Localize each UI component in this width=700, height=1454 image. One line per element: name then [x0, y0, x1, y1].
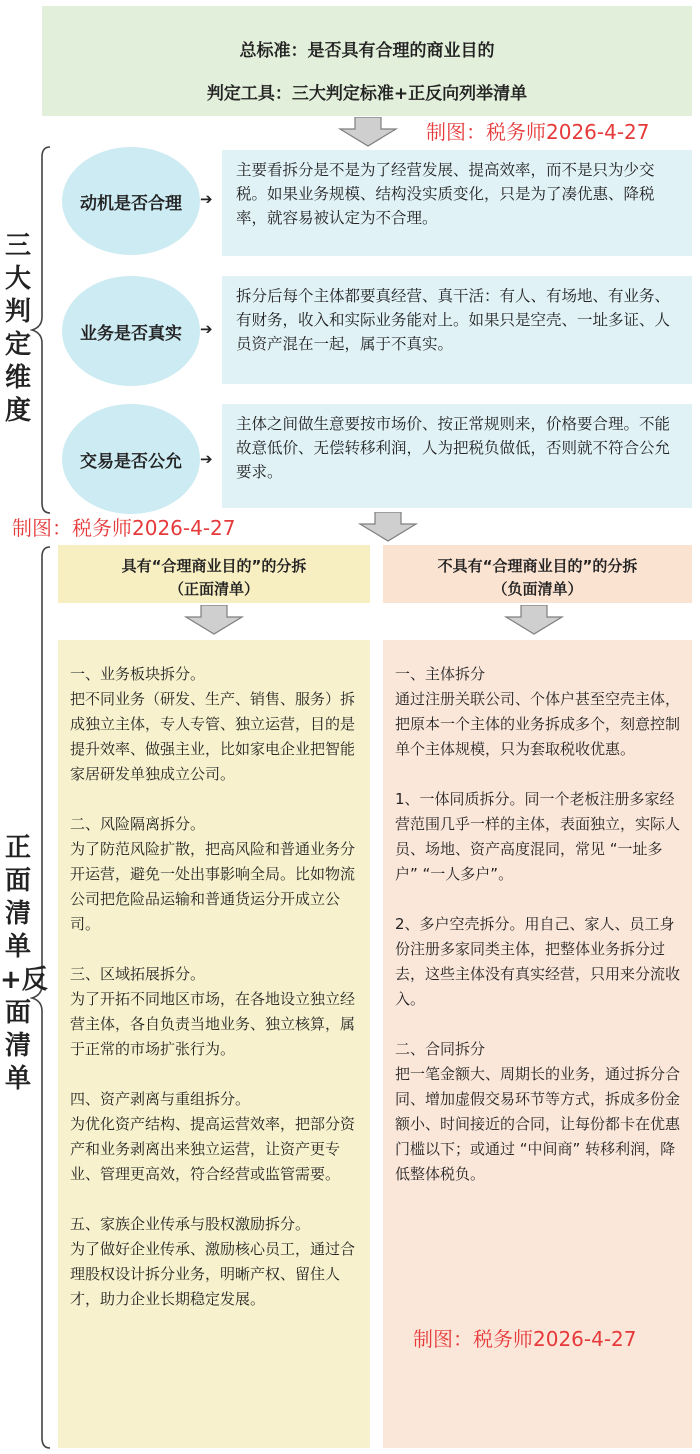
down-arrow-icon: [184, 605, 244, 635]
list-item: 二、风险隔离拆分。 为了防范风险扩散，把高风险和普通业务分开运营，避免一处出事影响全局。比如物流公司把危险品运输和普通货运分开成立公司。: [70, 815, 356, 933]
arrow-right-icon: ➔: [200, 450, 213, 468]
negative-header-title: 不具有“合理商业目的”的分拆: [437, 557, 638, 575]
list-item: 四、资产剥离与重组拆分。 为优化资产结构、提高运营效率，把部分资产和业务剥离出来独立运营，让资产更专业、管理更高效，符合经营或监管需要。: [70, 1090, 356, 1183]
standard-tool: 判定工具：三大判定标准+正反向列举清单: [206, 84, 528, 104]
credit-watermark: 制图：税务师2026-4-27: [426, 120, 650, 144]
negative-header-sub: （负面清单）: [492, 580, 583, 598]
standard-title: 总标准：是否具有合理的商业目的: [239, 41, 495, 61]
down-arrow-icon: [338, 117, 398, 147]
dimension-motive-desc: 主要看拆分是不是为了经营发展、提高效率，而不是只为少交税。如果业务规模、结构没实质变化，只是为了凑优惠、降税率，就容易被认定为不合理。: [222, 150, 692, 256]
standard-box: [42, 6, 692, 116]
list-item: 五、家族企业传承与股权激励拆分。 为了做好企业传承、激励核心员工，通过合理股权设计拆分业务，明晰产权、留住人才，助力企业长期稳定发展。: [70, 1215, 356, 1308]
list-item: 二、合同拆分 把一笔金额大、周期长的业务，通过拆分合同、增加虚假交易环节等方式，拆成多份金额小、时间接近的合同，让每份都卡在优惠门槛以下；或通过 “中间商” 转移利润，降低整体税负。: [395, 1040, 681, 1183]
negative-header: [383, 545, 692, 603]
dimension-motive: 动机是否合理: [62, 147, 200, 255]
credit-watermark: 制图：税务师2026-4-27: [12, 516, 236, 540]
positive-header-title: 具有“合理商业目的”的分拆: [121, 557, 307, 575]
list-item: 一、主体拆分 通过注册关联公司、个体户甚至空壳主体，把原本一个主体的业务拆成多个，刻意控制单个主体规模，只为套取税收优惠。: [395, 665, 681, 758]
dimension-business-desc: 拆分后每个主体都要真经营、真干活：有人、有场地、有业务、有财务，收入和实际业务能对上。如果只是空壳、一址多证、人员资产混在一起，属于不真实。: [222, 276, 692, 384]
dimension-fair-desc: 主体之间做生意要按市场价、按正常规则来，价格要合理。不能故意低价、无偿转移利润，人为把税负做低，否则就不符合公允要求。: [222, 404, 692, 508]
dimension-business: 业务是否真实: [62, 276, 200, 386]
positive-header-sub: （正面清单）: [168, 580, 259, 598]
list-item: 1、一体同质拆分。同一个老板注册多家经营范围几乎一样的主体，表面独立，实际人员、场地、资产高度混同，常见 “一址多户” “一人多户”。: [395, 790, 681, 883]
dimension-side-label: 三大判定维度: [4, 231, 31, 426]
down-arrow-icon: [504, 605, 564, 635]
arrow-right-icon: ➔: [200, 190, 213, 208]
positive-header: [58, 545, 370, 603]
dimension-fair: 交易是否公允: [62, 404, 200, 514]
down-arrow-icon: [358, 512, 418, 542]
lists-side-label: 正面清单+反面清单: [0, 833, 48, 1094]
list-item: 三、区域拓展拆分。 为了开拓不同地区市场，在各地设立独立经营主体，各自负责当地业务、独立核算，属于正常的市场扩张行为。: [70, 965, 356, 1058]
arrow-right-icon: ➔: [200, 320, 213, 338]
list-item: 一、业务板块拆分。 把不同业务（研发、生产、销售、服务）拆成独立主体，专人专管、独立运营，目的是提升效率、做强主业，比如家电企业把智能家居研发单独成立公司。: [70, 665, 356, 783]
list-item: 2、多户空壳拆分。用自己、家人、员工身份注册多家同类主体，把整体业务拆分过去，这些主体没有真实经营，只用来分流收入。: [395, 915, 681, 1008]
credit-watermark: 制图：税务师2026-4-27: [413, 1327, 637, 1351]
positive-list: [58, 640, 370, 1448]
